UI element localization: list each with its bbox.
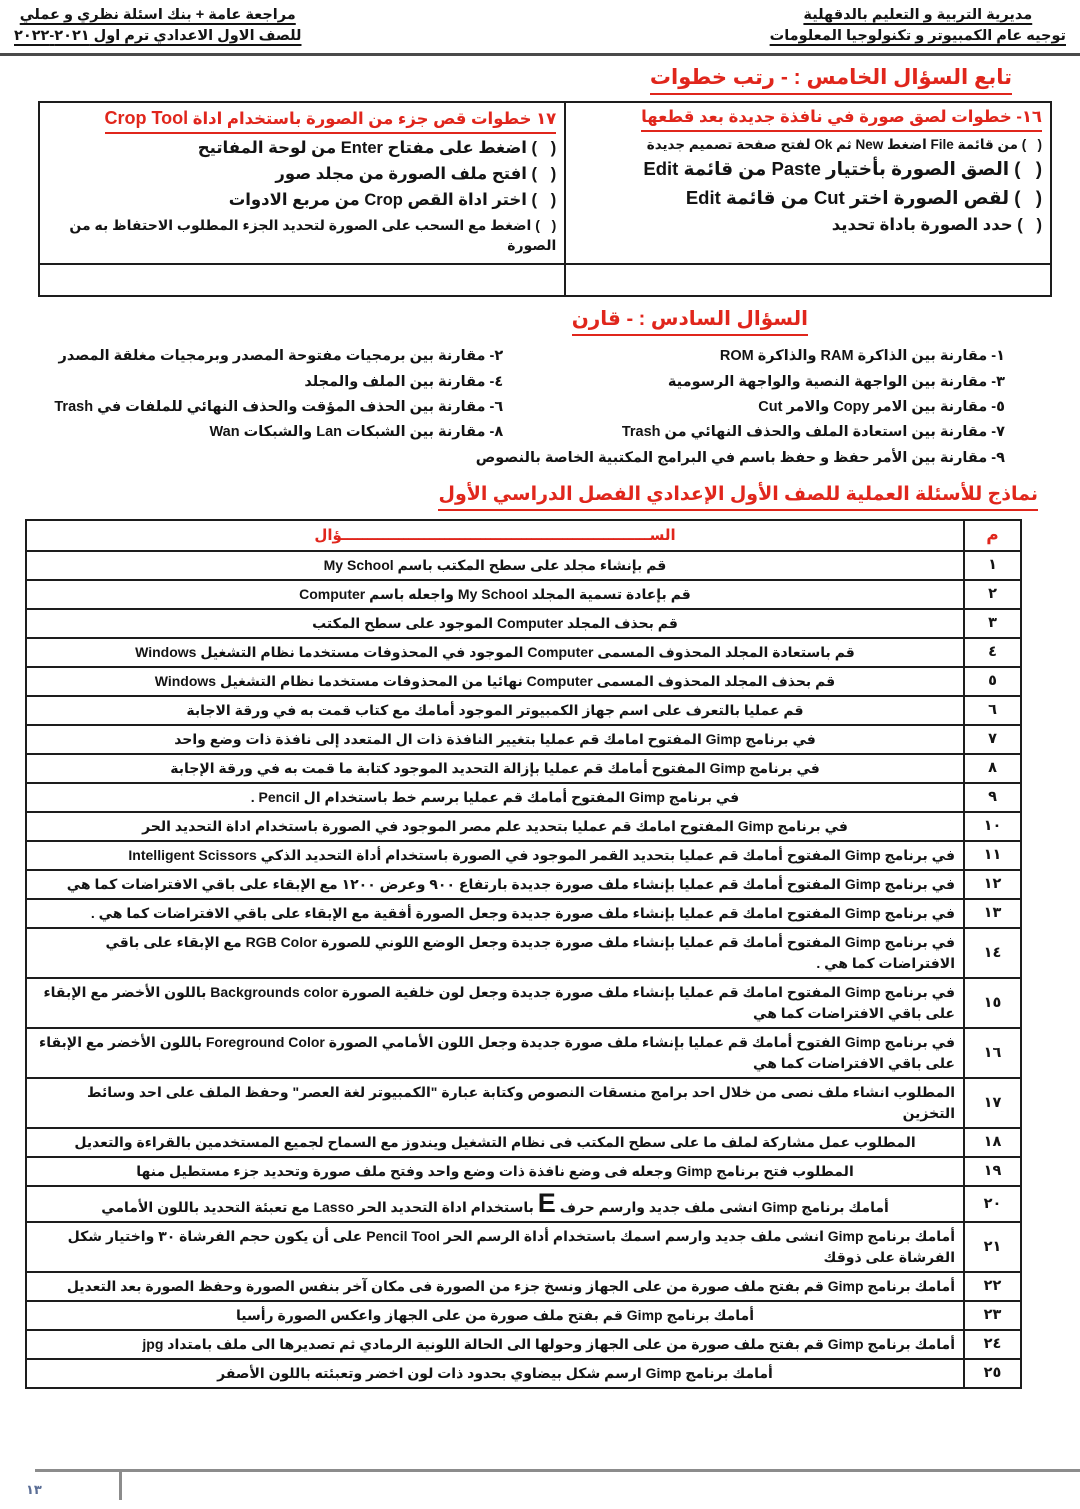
question-cell: في برنامج Gimp المفتوح أمامك قم عمليا بإزالة التحديد الموجود كتابة ما قمت به في ورقة الإجابة [26, 754, 964, 783]
question-cell: أمامك برنامج Gimp قم بفتح ملف صورة من على الجهاز ونسخ جزء من الصورة فى مكان آخر بنفس الصورة وحفظ الصورة بعد التعديل [26, 1272, 964, 1301]
table-row [26, 754, 1021, 783]
review-title: مراجعة عامة + بنك اسئلة نظري و عملي [19, 7, 296, 23]
compare-item: ٦- مقارنة بين الحذف المؤقت والحذف النهائي للملفات في Trash [54, 398, 504, 415]
compare-row [40, 370, 1005, 395]
row-number: ١ [964, 551, 1021, 580]
question-cell: المطلوب فتح برنامج Gimp وجعله فى وضع نافذة ذات وضع واحد وفتح ملف صورة وتحديد جزء مستطيل منها [26, 1157, 964, 1186]
page-number: ١٣ [26, 1482, 42, 1497]
table-row [26, 1157, 1021, 1186]
section6-title: السؤال السادس : - قارن [572, 307, 808, 336]
steps-boxes-table [38, 101, 1052, 297]
header-left-block [14, 5, 302, 47]
table-row [26, 1128, 1021, 1157]
row-number: ١٥ [964, 978, 1021, 1028]
compare-row [40, 344, 1005, 369]
compare-item: ٣- مقارنة بين الواجهة النصية والواجهة الرسومية [667, 373, 1005, 390]
row-number: ٢٠ [964, 1186, 1021, 1222]
row-number: ٩ [964, 783, 1021, 812]
question-cell: في برنامج Gimp المفتوح امامك قم عمليا بتحديد علم مصر الموجود في الصورة باستخدام اداة التحديد الحر [26, 812, 964, 841]
q16-cell [565, 102, 1051, 264]
column-header-question: الســــــــــــــــــــــــــــــــــــــــــــــــــــــــــــؤال [26, 520, 964, 551]
question-cell: أمامك برنامج Gimp قم بفتح ملف صورة من على الجهاز وحولها الى الحالة اللونية الرمادي ثم تصديرها الى ملف بامتداد jpg [26, 1330, 964, 1359]
table-row [26, 841, 1021, 870]
blank-cell [565, 264, 1051, 296]
row-number: ٤ [964, 638, 1021, 667]
table-row [26, 725, 1021, 754]
row-number: ١٩ [964, 1157, 1021, 1186]
table-row [26, 551, 1021, 580]
compare-item: ٧- مقارنة بين استعادة الملف والحذف النهائي من Trash [621, 424, 1005, 441]
row-number: ٨ [964, 754, 1021, 783]
practical-questions-table [25, 519, 1022, 1389]
row-number: ١٠ [964, 812, 1021, 841]
q17-step-item: ( ) افتح ملف الصورة من مجلد صور [275, 164, 557, 183]
footer-tick [119, 1469, 122, 1500]
question-cell: قم بحذف المجلد Computer الموجود على سطح المكتب [26, 609, 964, 638]
question-cell: في برنامج Gimp المفتوح امامك قم عمليا بتغيير النافذة ذات ال المتعدد إلى نافذة ذات وضع واحد [26, 725, 964, 754]
supervision-title: توجيه عام الكمبيوتر و تكنولوجيا المعلومات [769, 28, 1066, 44]
row-number: ١٦ [964, 1028, 1021, 1078]
compare-row [40, 446, 1005, 471]
question-cell: المطلوب انشاء ملف نصى من خلال احد برامج منسقات النصوص وكتابة عبارة "الكمبيوتر لغة العصر" وحفظ الملف على احد وسائط التخزين [26, 1078, 964, 1128]
table-row [26, 667, 1021, 696]
q17-steps-list [48, 137, 556, 255]
question-cell: قم عمليا بالتعرف على اسم جهاز الكمبيوتر الموجود أمامك مع كتاب قمت به في ورقة الاجابة [26, 696, 964, 725]
q17-title-arabic: ١٧ خطوات قص جزء من الصورة باستخدام اداة [192, 110, 557, 129]
row-number: ١٣ [964, 899, 1021, 928]
table-row [26, 1186, 1021, 1222]
table-row [26, 580, 1021, 609]
table-row [26, 1359, 1021, 1388]
row-number: ٧ [964, 725, 1021, 754]
compare-list [0, 340, 1080, 473]
question-cell: قم بإعادة تسمية المجلد My School واجعله باسم Computer [26, 580, 964, 609]
compare-item: ٤- مقارنة بين الملف والمجلد [304, 373, 504, 390]
table-row [26, 638, 1021, 667]
section5-title: تابع السؤال الخامس : - رتب خطوات [650, 65, 1012, 95]
blank-cell [39, 264, 565, 296]
table-row [26, 978, 1021, 1028]
steps-boxes-row [39, 102, 1051, 264]
compare-item: ٥- مقارنة بين الامر Copy والامر Cut [758, 398, 1005, 415]
row-number: ١٧ [964, 1078, 1021, 1128]
compare-item: ٨- مقارنة بين الشبكات Lan والشبكات Wan [209, 424, 504, 441]
q16-step-item: ( ) من قائمة File اضغط New ثم Ok لفتح صفحة تصميم جديدة [646, 136, 1042, 152]
question-cell: في برنامج Gimp المفتوح أمامك قم عمليا بتحديد القمر الموجود في الصورة باستخدام أداة التحديد الذكي Intelligent Scissors [26, 841, 964, 870]
question-cell: في برنامج Gimp المفتوح أمامك قم عمليا بإنشاء ملف صورة جديدة وجعل الوضع اللوني للصورة RGB Color مع الإبقاء على باقي الافتراضات كما هي . [26, 928, 964, 978]
question-cell: قم بإنشاء مجلد على سطح المكتب باسم My School [26, 551, 964, 580]
row-number: ٢٥ [964, 1359, 1021, 1388]
grade-term-title: للصف الاول الاعدادي ترم اول ٢٠٢١-٢٠٢٢ [14, 28, 302, 44]
compare-row [40, 420, 1005, 445]
compare-item: ٩- مقارنة بين الأمر حفظ و حفظ باسم في البرامج المكتبية الخاصة بالنصوص [475, 449, 1005, 466]
row-number: ٢ [964, 580, 1021, 609]
question-cell: أمامك برنامج Gimp ارسم شكل بيضاوي بحدود ذات لون اخضر وتعبئته باللون الأصفر [26, 1359, 964, 1388]
row-number: ٥ [964, 667, 1021, 696]
question-cell: في برنامج Gimp المفتوح أمامك قم عمليا بإنشاء ملف صورة جديدة بارتفاع ٩٠٠ وعرض ١٢٠٠ مع الإبقاء على باقي الافتراضات كما هي [26, 870, 964, 899]
row-number: ١٤ [964, 928, 1021, 978]
compare-item: ٢- مقارنة بين برمجيات مفتوحة المصدر وبرمجيات مغلقة المصدر [58, 348, 504, 365]
row-number: ٢٢ [964, 1272, 1021, 1301]
q17-step-item: ( ) اضغط مع السحب على الصورة لتحديد الجزء المطلوب الاحتفاظ به من الصورة [69, 216, 557, 253]
question-cell: أمامك برنامج Gimp قم بفتح ملف صورة من على الجهاز واعكس الصورة رأسيا [26, 1301, 964, 1330]
q17-title-english: Crop Tool [104, 108, 189, 129]
row-number: ٦ [964, 696, 1021, 725]
row-number: ٢٣ [964, 1301, 1021, 1330]
table-row [26, 928, 1021, 978]
row-number: ٢١ [964, 1222, 1021, 1272]
row-number: ١٢ [964, 870, 1021, 899]
question-cell: في برنامج Gimp الفتوح أمامك قم عمليا بإنشاء ملف صورة جديدة وجعل اللون الأمامي الصورة Foreground Color باللون الأخضر مع الإبقاء على باقي الافتراضات كما هي [26, 1028, 964, 1078]
table-row [26, 1222, 1021, 1272]
q16-step-item: ( ) الصق الصورة بأختيار Paste من قائمة Edit [643, 158, 1042, 180]
q17-title [105, 107, 557, 134]
question-cell: المطلوب عمل مشاركة لملف ما على سطح المكتب فى نظام التشغيل ويندوز مع السماح لجميع المستخدمين بالقراءة والتعديل [26, 1128, 964, 1157]
q16-step-item: ( ) لقص الصورة اختر Cut من قائمة Edit [685, 187, 1042, 209]
table-row [26, 1028, 1021, 1078]
q17-cell [39, 102, 565, 264]
q16-title: ١٦- خطوات لصق صورة في نافذة جديدة بعد قطعها [641, 107, 1042, 132]
directorate-title: مديرية التربية و التعليم بالدقهلية [803, 7, 1033, 23]
column-header-number: م [964, 520, 1021, 551]
table-row [26, 783, 1021, 812]
table-row [26, 1330, 1021, 1359]
q17-step-item: ( ) اختر اداة القص Crop من مربع الادوات [228, 190, 557, 209]
question-cell: قم باستعادة المجلد المحذوف المسمى Computer الموجود في المحذوفات مستخدما نظام التشغيل Windows [26, 638, 964, 667]
table-row [26, 1078, 1021, 1128]
compare-row [40, 395, 1005, 420]
row-number: ١٨ [964, 1128, 1021, 1157]
row-number: ١١ [964, 841, 1021, 870]
q17-step-item: ( ) اضغط على مفتاح Enter من لوحة المفاتيح [197, 138, 557, 157]
table-row [26, 812, 1021, 841]
table-row [26, 1272, 1021, 1301]
table-row [26, 899, 1021, 928]
q16-steps-list [574, 135, 1042, 238]
page-header [0, 0, 1080, 56]
question-cell: في برنامج Gimp المفتوح أمامك قم عمليا برسم خط باستخدام ال Pencil . [26, 783, 964, 812]
compare-item: ١- مقارنة بين الذاكرة RAM والذاكرة ROM [719, 348, 1005, 365]
question-cell: أمامك برنامج Gimp انشى ملف جديد وارسم اسمك باستخدام أداة الرسم الحر Pencil Tool على أن يكون حجم الفرشاة ٣٠ واختيار شكل الفرشاة على ذوقك [26, 1222, 964, 1272]
question-cell: في برنامج Gimp المفتوح امامك قم عمليا بإنشاء ملف صورة جديدة وجعل الصورة أفقية مع الإبقاء على باقي الافتراضات كما هي . [26, 899, 964, 928]
row-number: ٢٤ [964, 1330, 1021, 1359]
question-cell: قم بحذف المجلد المحذوف المسمى Computer نهائيا من المحذوفات مستخدما نظام التشغيل Windows [26, 667, 964, 696]
table-row [26, 870, 1021, 899]
q16-step-item: ( ) حدد الصورة باداة تحديد [831, 216, 1042, 235]
question-cell: في برنامج Gimp المفتوح امامك قم عمليا بإنشاء ملف صورة جديدة وجعل لون خلفية الصورة Backgrounds color باللون الأخضر مع الإبقاء على باقي الافتراضات كما هي [26, 978, 964, 1028]
table-header-row [26, 520, 1021, 551]
row-number: ٣ [964, 609, 1021, 638]
table-row [26, 696, 1021, 725]
table-row [26, 609, 1021, 638]
blank-answer-row [39, 264, 1051, 296]
header-right-block [770, 5, 1066, 47]
practical-title: نماذج للأسئلة العملية للصف الأول الإعدادي الفصل الدراسي الأول [438, 483, 1038, 511]
big-letter: E [537, 1187, 556, 1218]
footer-rule [35, 1469, 1080, 1472]
table-row [26, 1301, 1021, 1330]
question-cell: أمامك برنامج Gimp انشى ملف جديد وارسم حرف E باستخدام اداة التحديد الحر Lasso مع تعبئة التحديد باللون الأمامي [26, 1186, 964, 1222]
